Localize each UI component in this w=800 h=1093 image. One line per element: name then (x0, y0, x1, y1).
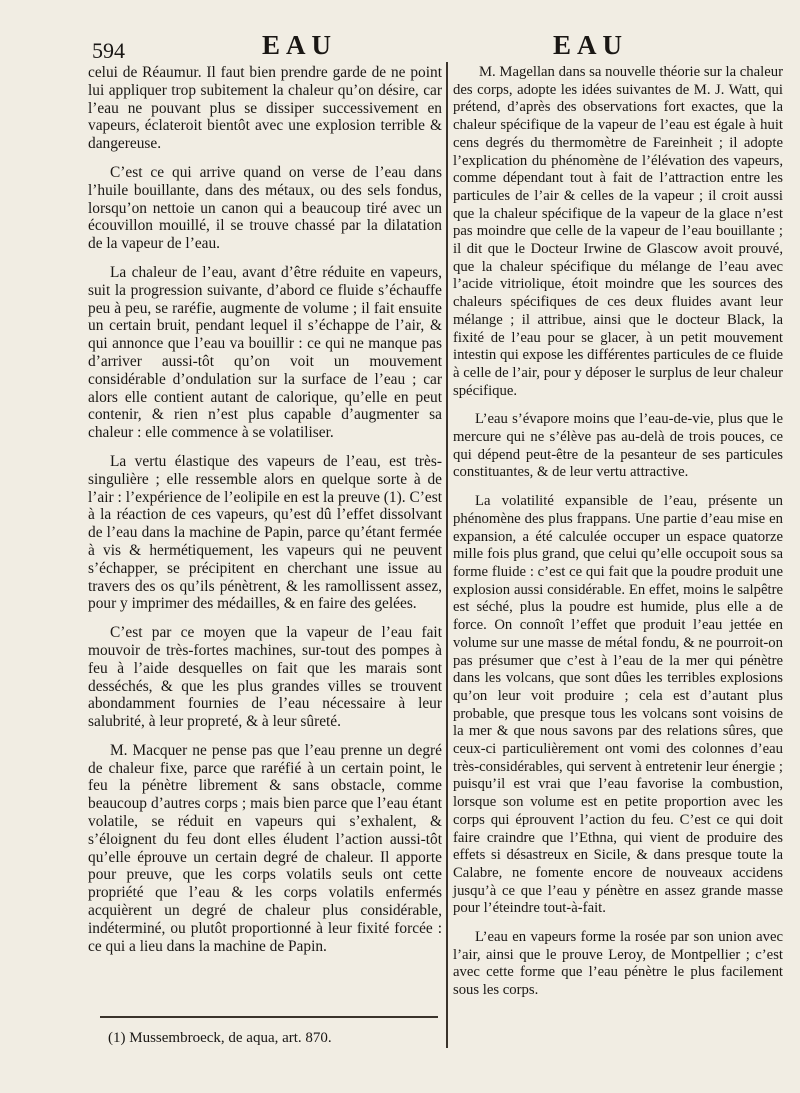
paragraph: La volatilité expansible de l’eau, présente un phénomène des plus frappans. Une partie d’eau mise en expansion, a été calculée occuper un espace quatorze mille fois plus grand, que celui qu’elle occupoit sous sa forme fluide : c’est ce qui fait que la poudre produit une explosion aussi considérable. En effet, moins le salpêtre est séché, plus la poudre est humide, plus elle a de force. On connoît l’effet que produit l’eau jettée en volume sur une masse de métal fondu, & ne pourroit-on pas présumer que c’est à l’eau de la mer qui pénètre dans les volcans, que sont dûes les terribles explosions qu’on leur voit produire ; cela est d’autant plus probable, que presque tous les volcans sont voisins de la mer & que nous savons par des relations sûres, que ceux-ci particulièrement ont vomi des colonnes d’eau très-considérables, qui servent à entretenir leur énergie ; puisqu’il est vrai que l’eau favorise la combustion, lorsque son volume est en petite proportion avec les corps qui éprouvent l’action du feu. C’est ce qui doit faire craindre que l’Ethna, qui vient de produire des effets si désastreux en Sicile, & dans presque toute la Calabre, ne fomente encore de nouveaux accidens jusqu’à ce que l’eau y pénètre en assez grande masse pour l’éteindre tout-à-fait. (453, 493, 783, 917)
paragraph: C’est par ce moyen que la vapeur de l’eau fait mouvoir de très-fortes machines, sur-tout des pompes à feu à l’aide desquelles on fait que les marais sont desséchés, & que les plus grandes villes se trouvent abondamment fournies de l’eau nécessaire à leur salubrité, à leur propreté, & à leur sûreté. (88, 624, 442, 731)
paragraph: L’eau s’évapore moins que l’eau-de-vie, plus que le mercure qui ne s’élève pas au-delà de trois pouces, ce qui dépend peut-être de la pesanteur de ses particules constituantes, & de leur vertu attractive. (453, 411, 783, 481)
running-head-right: EAU (553, 30, 629, 60)
footnote-rule (100, 1016, 438, 1018)
paragraph: La vertu élastique des vapeurs de l’eau, est très-singulière ; elle ressemble alors en quelque sorte à de l’air : l’expérience de l’eolipile en est la preuve (1). C’est à la réaction de ces vapeurs, qu’est dû l’effet dissolvant de l’eau dans la machine de Papin, parce qu’étant fermée à vis & hermétiquement, les vapeurs qui ne peuvent s’échapper, se précipitent en cherchant une issue au travers des os qu’ils pénètrent, & les ramollissent assez, pour y imprimer des médailles, & en faire des gelées. (88, 452, 442, 613)
running-head-left: EAU (262, 30, 338, 60)
page-number: 594 (92, 38, 125, 63)
column-divider (446, 62, 448, 1048)
paragraph: celui de Réaumur. Il faut bien prendre garde de ne point lui appliquer trop subitement la chaleur qu’on désire, car l’eau ne pouvant plus se dissiper successivement en vapeurs, éclateroit bientôt avec une explosion terrible & dangereuse. (88, 64, 442, 153)
paragraph: M. Macquer ne pense pas que l’eau prenne un degré de chaleur fixe, parce que raréfié à un certain point, le feu la pénètre librement & sans obstacle, comme beaucoup d’autres corps ; mais bien parce que l’eau étant volatile, se réduit en vapeurs qui s’exhalent, & s’éloignent du feu dont elles éludent l’action aussi-tôt qu’elle éprouve un certain degré de chaleur. Il apporte pour preuve, que les corps volatils seuls ont cette propriété que l’eau & les corps volatils enfermés acquièrent un degré de chaleur plus considérable, indéterminé, ou plutôt proportionné à leur fixité forcée : ce qui a lieu dans la machine de Papin. (88, 741, 442, 955)
left-column (88, 64, 442, 966)
right-column (453, 64, 783, 1011)
paragraph: La chaleur de l’eau, avant d’être réduite en vapeurs, suit la progression suivante, d’abord ce fluide s’échauffe peu à peu, se raréfie, augmente de volume ; il fait ensuite un certain bruit, pendant lequel il s’échappe de l’air, & qui annonce que l’eau va bouillir : ce qui ne manque pas d’arriver aussi-tôt qu’on voit un mouvement considérable d’ondulation sur la surface de l’eau ; car alors elle contient autant de calorique, qu’elle en peut contenir, & rien n’est plus capable d’augmenter sa chaleur : elle commence à se volatiliser. (88, 263, 442, 442)
footnote: (1) Mussembroeck, de aqua, art. 870. (108, 1030, 332, 1046)
paragraph: M. Magellan dans sa nouvelle théorie sur la chaleur des corps, adopte les idées suivantes de M. J. Watt, qui prétend, d’après des observations fort exactes, que la chaleur spécifique de la vapeur de l’eau est égale à huit cens degrés du thermomètre de Fareinheit ; il adopte l’explication du phénomène de l’élévation des vapeurs, comme dépendant tout à fait de l’attraction entre les particules de l’air & celles de la vapeur ; il croit aussi que la chaleur spécifique de la vapeur de la glace n’est pas moindre que celle de la vapeur de l’eau bouillante ; il dit que le Docteur Irwine de Glascow avoit prouvé, que la chaleur spécifique du mélange de l’eau avec l’acide vitriolique, étoit moindre que les sources des chaleurs spécifiques de ces deux fluides avant leur mélange ; il attribue, ainsi que le docteur Black, la fixité de l’eau pour se glacer, à un petit mouvement intestin qui expose les différentes particules de ce fluide à celle de l’air, pour y déposer le surplus de leur chaleur spécifique. (453, 64, 783, 399)
paragraph: C’est ce qui arrive quand on verse de l’eau dans l’huile bouillante, dans des métaux, ou des sels fondus, lorsqu’on nettoie un canon qui a beaucoup tiré avec un écouvillon mouillé, il se trouve chassé par la dilatation de la vapeur de l’eau. (88, 163, 442, 253)
paragraph: L’eau en vapeurs forme la rosée par son union avec l’air, ainsi que le prouve Leroy, de Montpellier ; c’est avec cette forme que l’eau pénètre le plus facilement sous les corps. (453, 929, 783, 999)
